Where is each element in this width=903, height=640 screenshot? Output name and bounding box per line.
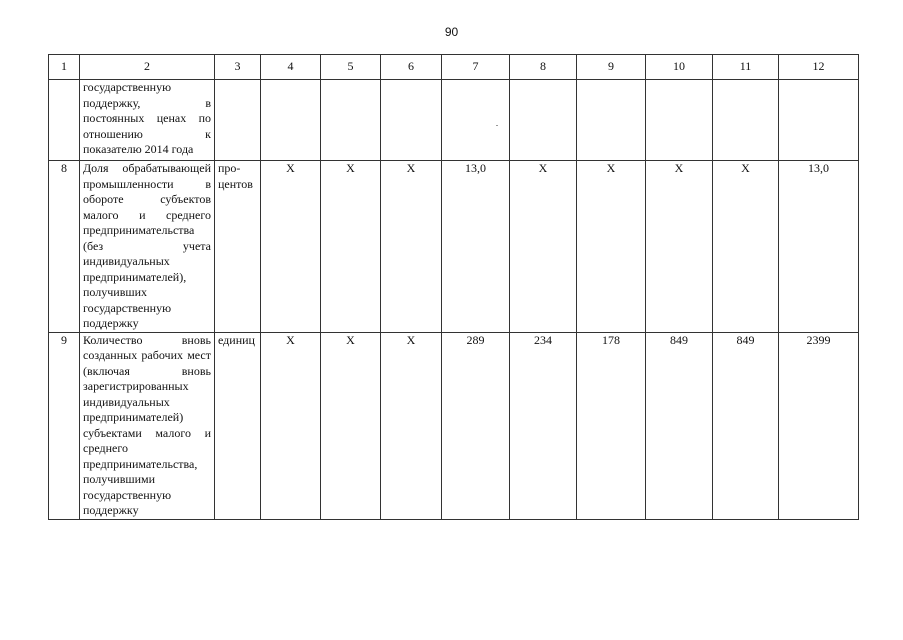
value-cell: Х (261, 161, 321, 333)
value-cell: 849 (646, 332, 713, 519)
value-cell (381, 80, 442, 161)
value-cell: 2399 (779, 332, 859, 519)
indicator-description: Количество вновь созданных рабочих мест (включая вновь зарегистрированных индивидуальных предпринимателей) субъектами малого и среднего предпринимательства, получившими государственную поддержку (80, 332, 215, 519)
value-cell: 289 (442, 332, 510, 519)
value-cell (261, 80, 321, 161)
table-row (49, 161, 859, 333)
value-cell: Х (646, 161, 713, 333)
column-header: 8 (510, 55, 577, 80)
value-cell (779, 80, 859, 161)
value-cell (321, 80, 381, 161)
column-header: 6 (381, 55, 442, 80)
column-header: 7 (442, 55, 510, 80)
unit-cell: про-центов (215, 161, 261, 333)
value-cell: Х (713, 161, 779, 333)
value-cell (646, 80, 713, 161)
row-number: 8 (49, 161, 80, 333)
value-cell (442, 80, 510, 161)
column-header: 4 (261, 55, 321, 80)
value-cell: Х (321, 161, 381, 333)
value-cell: Х (381, 332, 442, 519)
column-header: 1 (49, 55, 80, 80)
column-header: 2 (80, 55, 215, 80)
value-cell: Х (577, 161, 646, 333)
value-cell: Х (261, 332, 321, 519)
column-header: 3 (215, 55, 261, 80)
row-number: 9 (49, 332, 80, 519)
column-header: 11 (713, 55, 779, 80)
indicator-description: государственную поддержку, в постоянных ценах по отношению к показателю 2014 года (80, 80, 215, 161)
value-cell: 13,0 (442, 161, 510, 333)
value-cell (577, 80, 646, 161)
column-header: 10 (646, 55, 713, 80)
header-row (49, 55, 859, 80)
value-cell: 849 (713, 332, 779, 519)
indicators-table (48, 54, 859, 520)
unit-cell (215, 80, 261, 161)
value-cell: Х (381, 161, 442, 333)
column-header: 5 (321, 55, 381, 80)
row-number (49, 80, 80, 161)
value-cell: Х (510, 161, 577, 333)
table-row (49, 332, 859, 519)
indicator-description: Доля обрабатывающей промышленности в обороте субъектов малого и среднего предпринимательства (без учета индивидуальных предпринимателей), получивших государственную поддержку (80, 161, 215, 333)
value-cell: Х (321, 332, 381, 519)
table-row (49, 80, 859, 161)
unit-cell: единиц (215, 332, 261, 519)
column-header: 9 (577, 55, 646, 80)
value-cell (713, 80, 779, 161)
value-cell (510, 80, 577, 161)
value-cell: 178 (577, 332, 646, 519)
value-cell: 234 (510, 332, 577, 519)
page-number: 90 (444, 25, 459, 39)
column-header: 12 (779, 55, 859, 80)
value-cell: 13,0 (779, 161, 859, 333)
